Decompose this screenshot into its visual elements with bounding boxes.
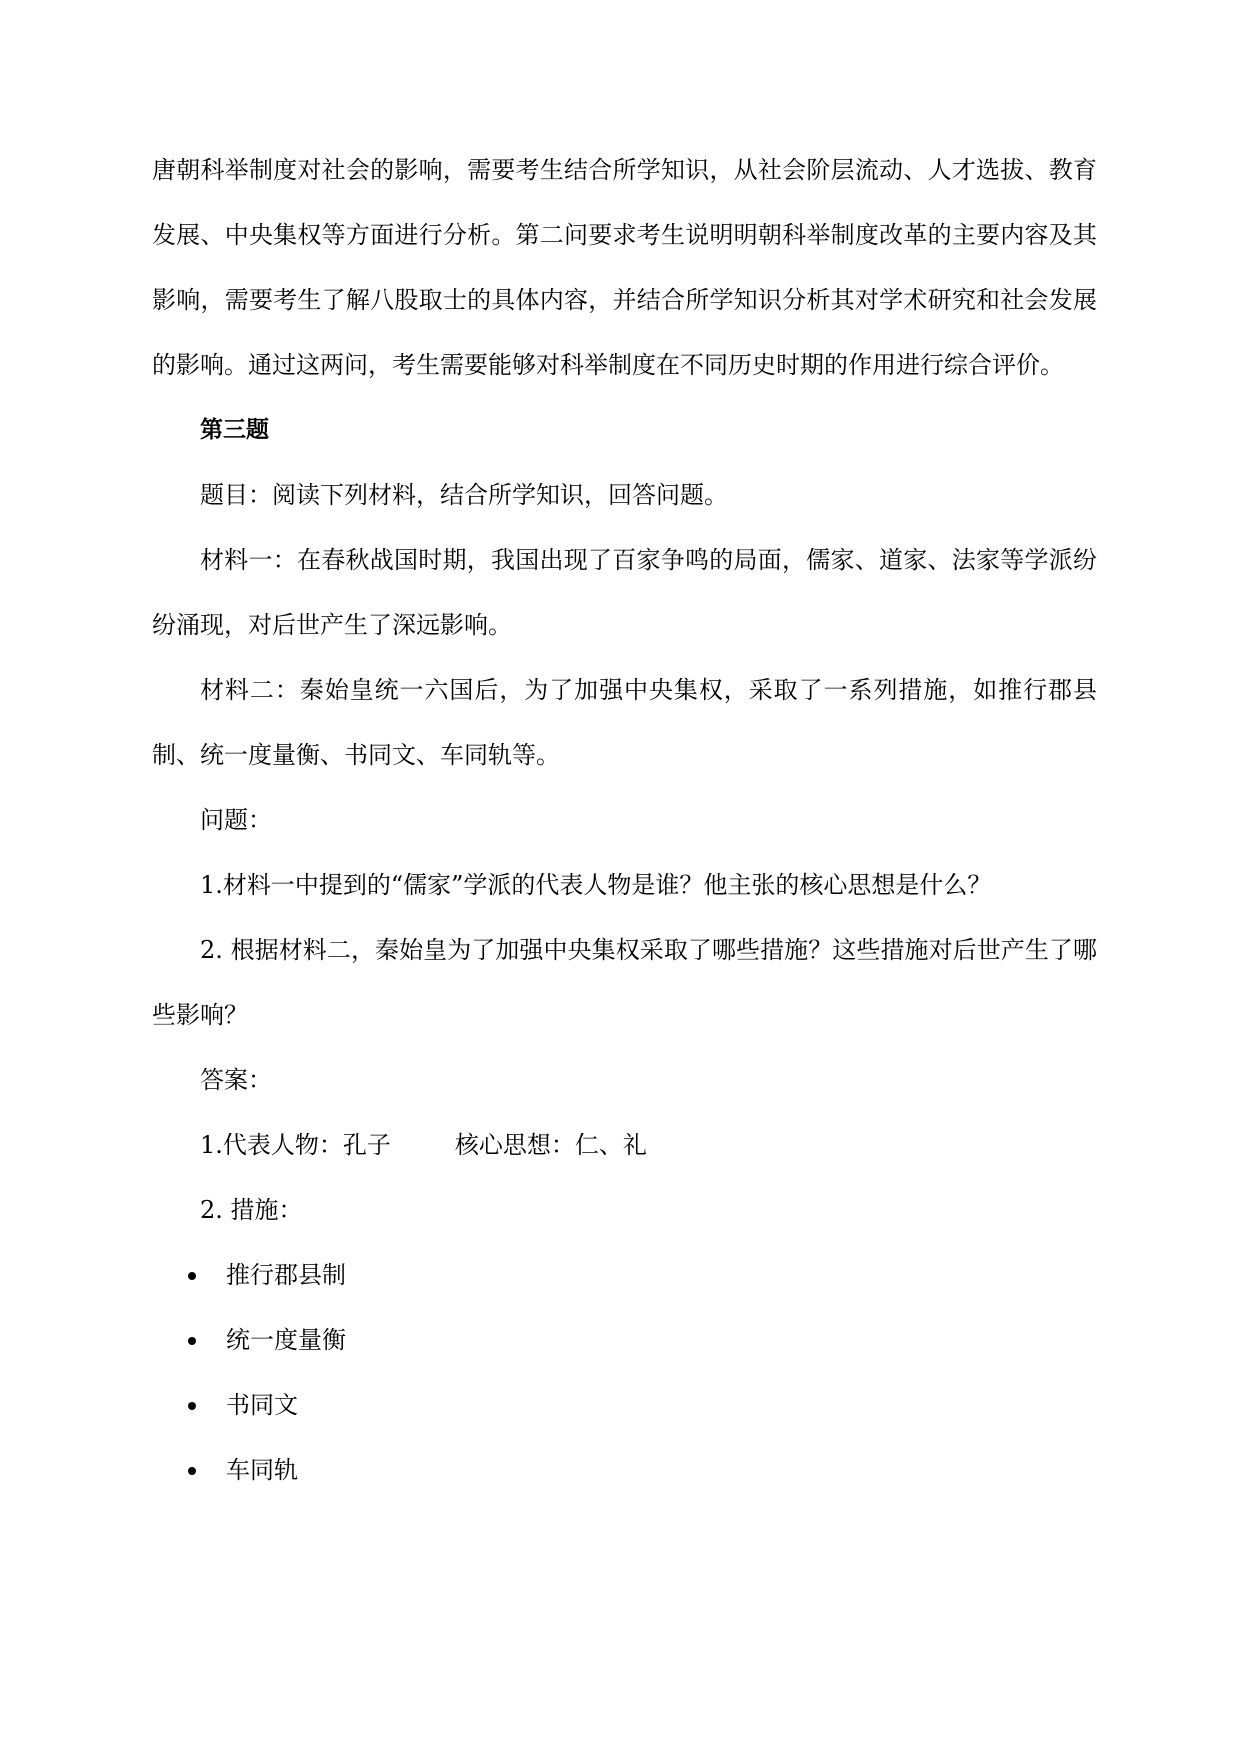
answer-two-label: 2. 措施：: [200, 1196, 303, 1224]
measure-text: 统一度量衡: [226, 1326, 346, 1354]
bullet-dot-icon: [188, 1402, 196, 1410]
list-item: [152, 1438, 1097, 1503]
section-title: 第三题: [200, 417, 269, 443]
measure-text: 书同文: [226, 1391, 298, 1419]
answer-one-person: 1.代表人物：孔子: [200, 1131, 391, 1159]
question-prompt: 题目：阅读下列材料，结合所学知识，回答问题。: [200, 481, 728, 509]
measure-text: 推行郡县制: [226, 1261, 346, 1289]
list-item: [152, 1308, 1097, 1373]
material-two: 材料二：秦始皇统一六国后，为了加强中央集权，采取了一系列措施，如推行郡县制、统一度量衡、书同文、车同轨等。: [152, 676, 1097, 769]
list-item: [152, 1243, 1097, 1308]
list-item: [152, 1373, 1097, 1438]
bullet-dot-icon: [188, 1467, 196, 1475]
document-body: [152, 138, 1097, 1503]
measures-list: [152, 1243, 1097, 1503]
measure-text: 车同轨: [226, 1456, 298, 1484]
questions-label: 问题：: [200, 806, 272, 834]
material-one: 材料一：在春秋战国时期，我国出现了百家争鸣的局面，儒家、道家、法家等学派纷纷涌现，对后世产生了深远影响。: [152, 546, 1097, 639]
answers-label: 答案：: [200, 1066, 272, 1094]
answer-one-thought: 核心思想：仁、礼: [454, 1131, 647, 1159]
question-one: 1.材料一中提到的“儒家”学派的代表人物是谁？他主张的核心思想是什么？: [200, 871, 992, 899]
bullet-dot-icon: [188, 1272, 196, 1280]
bullet-dot-icon: [188, 1337, 196, 1345]
intro-paragraph: 唐朝科举制度对社会的影响，需要考生结合所学知识，从社会阶层流动、人才选拔、教育发展、中央集权等方面进行分析。第二问要求考生说明明朝科举制度改革的主要内容及其影响，需要考生了解八股取士的具体内容，并结合所学知识分析其对学术研究和社会发展的影响。通过这两问，考生需要能够对科举制度在不同历史时期的作用进行综合评价。: [152, 156, 1097, 379]
answer-one: [152, 1113, 1097, 1178]
question-two: 2. 根据材料二，秦始皇为了加强中央集权采取了哪些措施？这些措施对后世产生了哪些影响？: [152, 936, 1097, 1029]
